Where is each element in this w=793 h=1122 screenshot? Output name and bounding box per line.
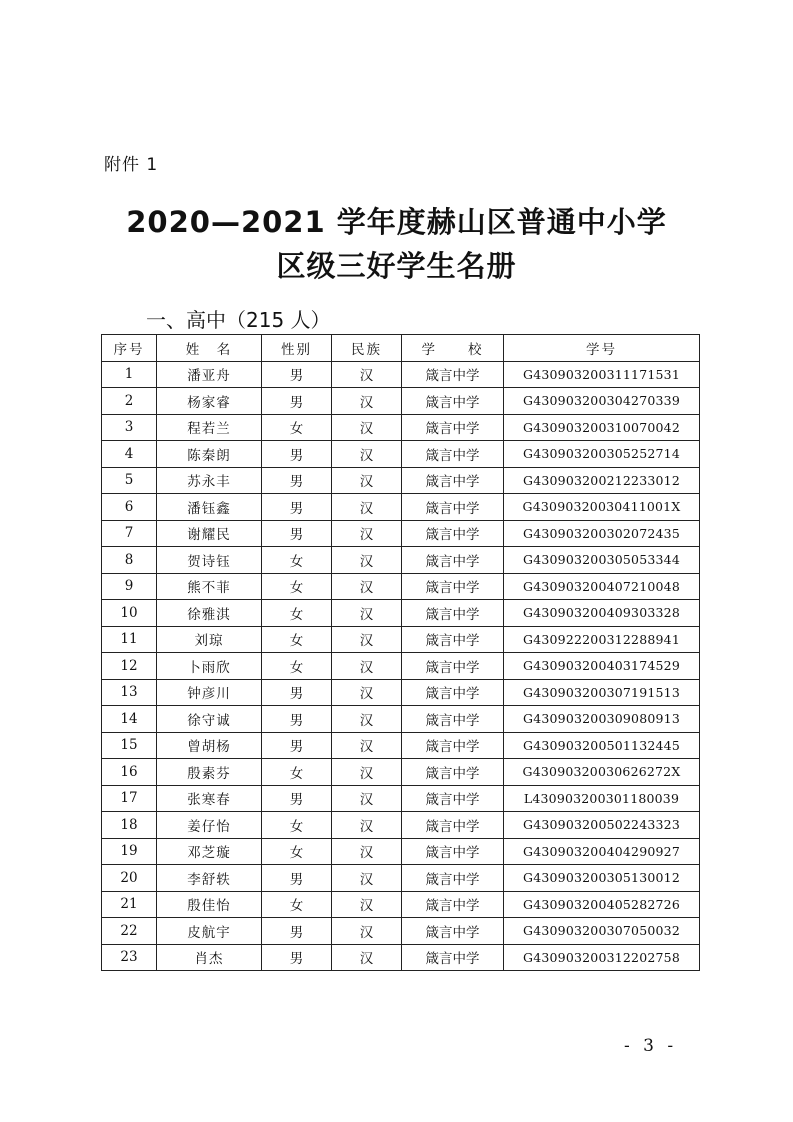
cell-name: 徐守诚: [157, 706, 262, 733]
cell-index: 9: [102, 573, 157, 600]
cell-name: 李舒轶: [157, 865, 262, 892]
cell-ethnicity: 汉: [332, 944, 402, 971]
cell-gender: 女: [262, 626, 332, 653]
cell-gender: 男: [262, 785, 332, 812]
cell-school: 箴言中学: [402, 679, 504, 706]
cell-school: 箴言中学: [402, 785, 504, 812]
cell-student-id: G430922200312288941: [504, 626, 700, 653]
cell-name: 卜雨欣: [157, 653, 262, 680]
cell-ethnicity: 汉: [332, 414, 402, 441]
cell-name: 张寒春: [157, 785, 262, 812]
cell-school: 箴言中学: [402, 918, 504, 945]
cell-ethnicity: 汉: [332, 653, 402, 680]
cell-name: 杨家睿: [157, 388, 262, 415]
cell-gender: 女: [262, 653, 332, 680]
cell-gender: 男: [262, 388, 332, 415]
cell-ethnicity: 汉: [332, 785, 402, 812]
cell-name: 皮航宇: [157, 918, 262, 945]
cell-school: 箴言中学: [402, 626, 504, 653]
header-ethnicity: 民族: [332, 335, 402, 362]
cell-student-id: G430903200307050032: [504, 918, 700, 945]
cell-name: 刘琼: [157, 626, 262, 653]
table-row: [102, 361, 700, 388]
document-title-line-2: 区级三好学生名册: [276, 249, 517, 283]
cell-school: 箴言中学: [402, 759, 504, 786]
table-row: [102, 891, 700, 918]
cell-ethnicity: 汉: [332, 865, 402, 892]
cell-index: 22: [102, 918, 157, 945]
cell-name: 肖杰: [157, 944, 262, 971]
cell-gender: 男: [262, 361, 332, 388]
cell-index: 16: [102, 759, 157, 786]
table-row: [102, 467, 700, 494]
table-row: [102, 600, 700, 627]
cell-gender: 女: [262, 600, 332, 627]
cell-ethnicity: 汉: [332, 547, 402, 574]
cell-name: 程若兰: [157, 414, 262, 441]
table-row: [102, 918, 700, 945]
cell-name: 曾胡杨: [157, 732, 262, 759]
table-row: [102, 520, 700, 547]
cell-index: 6: [102, 494, 157, 521]
cell-ethnicity: 汉: [332, 467, 402, 494]
cell-gender: 女: [262, 812, 332, 839]
cell-index: 20: [102, 865, 157, 892]
table-row: [102, 679, 700, 706]
cell-student-id: G430903200311171531: [504, 361, 700, 388]
table-row: [102, 573, 700, 600]
cell-school: 箴言中学: [402, 732, 504, 759]
cell-gender: 男: [262, 441, 332, 468]
cell-ethnicity: 汉: [332, 573, 402, 600]
cell-index: 12: [102, 653, 157, 680]
cell-student-id: G430903200305053344: [504, 547, 700, 574]
cell-name: 谢耀民: [157, 520, 262, 547]
cell-school: 箴言中学: [402, 494, 504, 521]
cell-student-id: G43090320030626272X: [504, 759, 700, 786]
table-row: [102, 759, 700, 786]
cell-ethnicity: 汉: [332, 679, 402, 706]
cell-school: 箴言中学: [402, 467, 504, 494]
cell-name: 潘亚舟: [157, 361, 262, 388]
cell-gender: 男: [262, 520, 332, 547]
cell-ethnicity: 汉: [332, 494, 402, 521]
cell-student-id: G430903200404290927: [504, 838, 700, 865]
cell-index: 1: [102, 361, 157, 388]
table-row: [102, 414, 700, 441]
table-body: [102, 361, 700, 971]
cell-gender: 男: [262, 494, 332, 521]
cell-school: 箴言中学: [402, 706, 504, 733]
cell-gender: 女: [262, 573, 332, 600]
cell-gender: 女: [262, 414, 332, 441]
cell-ethnicity: 汉: [332, 361, 402, 388]
table-row: [102, 812, 700, 839]
cell-index: 5: [102, 467, 157, 494]
cell-student-id: G430903200407210048: [504, 573, 700, 600]
cell-ethnicity: 汉: [332, 600, 402, 627]
cell-gender: 女: [262, 547, 332, 574]
cell-student-id: G430903200307191513: [504, 679, 700, 706]
cell-school: 箴言中学: [402, 600, 504, 627]
cell-ethnicity: 汉: [332, 812, 402, 839]
header-index: 序号: [102, 335, 157, 362]
cell-index: 13: [102, 679, 157, 706]
cell-school: 箴言中学: [402, 944, 504, 971]
cell-ethnicity: 汉: [332, 838, 402, 865]
cell-index: 18: [102, 812, 157, 839]
cell-student-id: G430903200305130012: [504, 865, 700, 892]
cell-gender: 女: [262, 891, 332, 918]
cell-ethnicity: 汉: [332, 388, 402, 415]
cell-ethnicity: 汉: [332, 891, 402, 918]
cell-index: 2: [102, 388, 157, 415]
cell-school: 箴言中学: [402, 865, 504, 892]
table-row: [102, 706, 700, 733]
table-row: [102, 838, 700, 865]
header-school: 学 校: [402, 335, 504, 362]
section-heading: 一、高中（215 人）: [146, 308, 331, 332]
cell-school: 箴言中学: [402, 520, 504, 547]
cell-student-id: G430903200304270339: [504, 388, 700, 415]
cell-ethnicity: 汉: [332, 759, 402, 786]
cell-student-id: G430903200405282726: [504, 891, 700, 918]
cell-student-id: G430903200502243323: [504, 812, 700, 839]
cell-student-id: G430903200312202758: [504, 944, 700, 971]
cell-student-id: G430903200310070042: [504, 414, 700, 441]
table-row: [102, 732, 700, 759]
cell-student-id: G43090320030411001X: [504, 494, 700, 521]
cell-name: 潘钰鑫: [157, 494, 262, 521]
table-row: [102, 388, 700, 415]
cell-gender: 男: [262, 706, 332, 733]
cell-index: 11: [102, 626, 157, 653]
cell-name: 陈秦朗: [157, 441, 262, 468]
table-row: [102, 441, 700, 468]
table-header-row: [102, 335, 700, 362]
cell-gender: 男: [262, 732, 332, 759]
cell-index: 3: [102, 414, 157, 441]
header-name: 姓 名: [157, 335, 262, 362]
cell-index: 10: [102, 600, 157, 627]
table-row: [102, 785, 700, 812]
cell-index: 19: [102, 838, 157, 865]
cell-index: 15: [102, 732, 157, 759]
table-row: [102, 494, 700, 521]
cell-name: 钟彦川: [157, 679, 262, 706]
cell-student-id: L430903200301180039: [504, 785, 700, 812]
header-gender: 性别: [262, 335, 332, 362]
cell-name: 徐雅淇: [157, 600, 262, 627]
page-number: - 3 -: [624, 1036, 678, 1056]
table-row: [102, 944, 700, 971]
cell-student-id: G430903200403174529: [504, 653, 700, 680]
cell-school: 箴言中学: [402, 441, 504, 468]
table-row: [102, 547, 700, 574]
cell-ethnicity: 汉: [332, 441, 402, 468]
cell-school: 箴言中学: [402, 547, 504, 574]
cell-name: 殷素芬: [157, 759, 262, 786]
cell-index: 21: [102, 891, 157, 918]
cell-student-id: G430903200212233012: [504, 467, 700, 494]
attachment-label: 附件 1: [104, 155, 159, 175]
cell-gender: 男: [262, 918, 332, 945]
cell-school: 箴言中学: [402, 361, 504, 388]
cell-school: 箴言中学: [402, 573, 504, 600]
table-row: [102, 626, 700, 653]
cell-school: 箴言中学: [402, 414, 504, 441]
cell-ethnicity: 汉: [332, 520, 402, 547]
cell-gender: 女: [262, 838, 332, 865]
cell-school: 箴言中学: [402, 653, 504, 680]
cell-name: 邓芝璇: [157, 838, 262, 865]
cell-index: 8: [102, 547, 157, 574]
table-row: [102, 653, 700, 680]
cell-school: 箴言中学: [402, 388, 504, 415]
cell-gender: 男: [262, 865, 332, 892]
cell-index: 4: [102, 441, 157, 468]
cell-name: 贺诗钰: [157, 547, 262, 574]
cell-name: 苏永丰: [157, 467, 262, 494]
cell-student-id: G430903200501132445: [504, 732, 700, 759]
cell-gender: 女: [262, 759, 332, 786]
header-student-id: 学号: [504, 335, 700, 362]
cell-ethnicity: 汉: [332, 732, 402, 759]
cell-school: 箴言中学: [402, 838, 504, 865]
cell-ethnicity: 汉: [332, 706, 402, 733]
cell-index: 7: [102, 520, 157, 547]
cell-ethnicity: 汉: [332, 918, 402, 945]
cell-index: 14: [102, 706, 157, 733]
cell-gender: 男: [262, 944, 332, 971]
cell-gender: 男: [262, 467, 332, 494]
cell-name: 殷佳怡: [157, 891, 262, 918]
cell-school: 箴言中学: [402, 812, 504, 839]
cell-ethnicity: 汉: [332, 626, 402, 653]
cell-student-id: G430903200409303328: [504, 600, 700, 627]
cell-index: 23: [102, 944, 157, 971]
cell-student-id: G430903200309080913: [504, 706, 700, 733]
cell-student-id: G430903200305252714: [504, 441, 700, 468]
cell-name: 姜仔怡: [157, 812, 262, 839]
table-row: [102, 865, 700, 892]
cell-index: 17: [102, 785, 157, 812]
student-roster-table: [101, 334, 700, 971]
cell-student-id: G430903200302072435: [504, 520, 700, 547]
cell-school: 箴言中学: [402, 891, 504, 918]
document-title-line-1: 2020—2021 学年度赫山区普通中小学: [126, 205, 667, 239]
cell-gender: 男: [262, 679, 332, 706]
cell-name: 熊不菲: [157, 573, 262, 600]
